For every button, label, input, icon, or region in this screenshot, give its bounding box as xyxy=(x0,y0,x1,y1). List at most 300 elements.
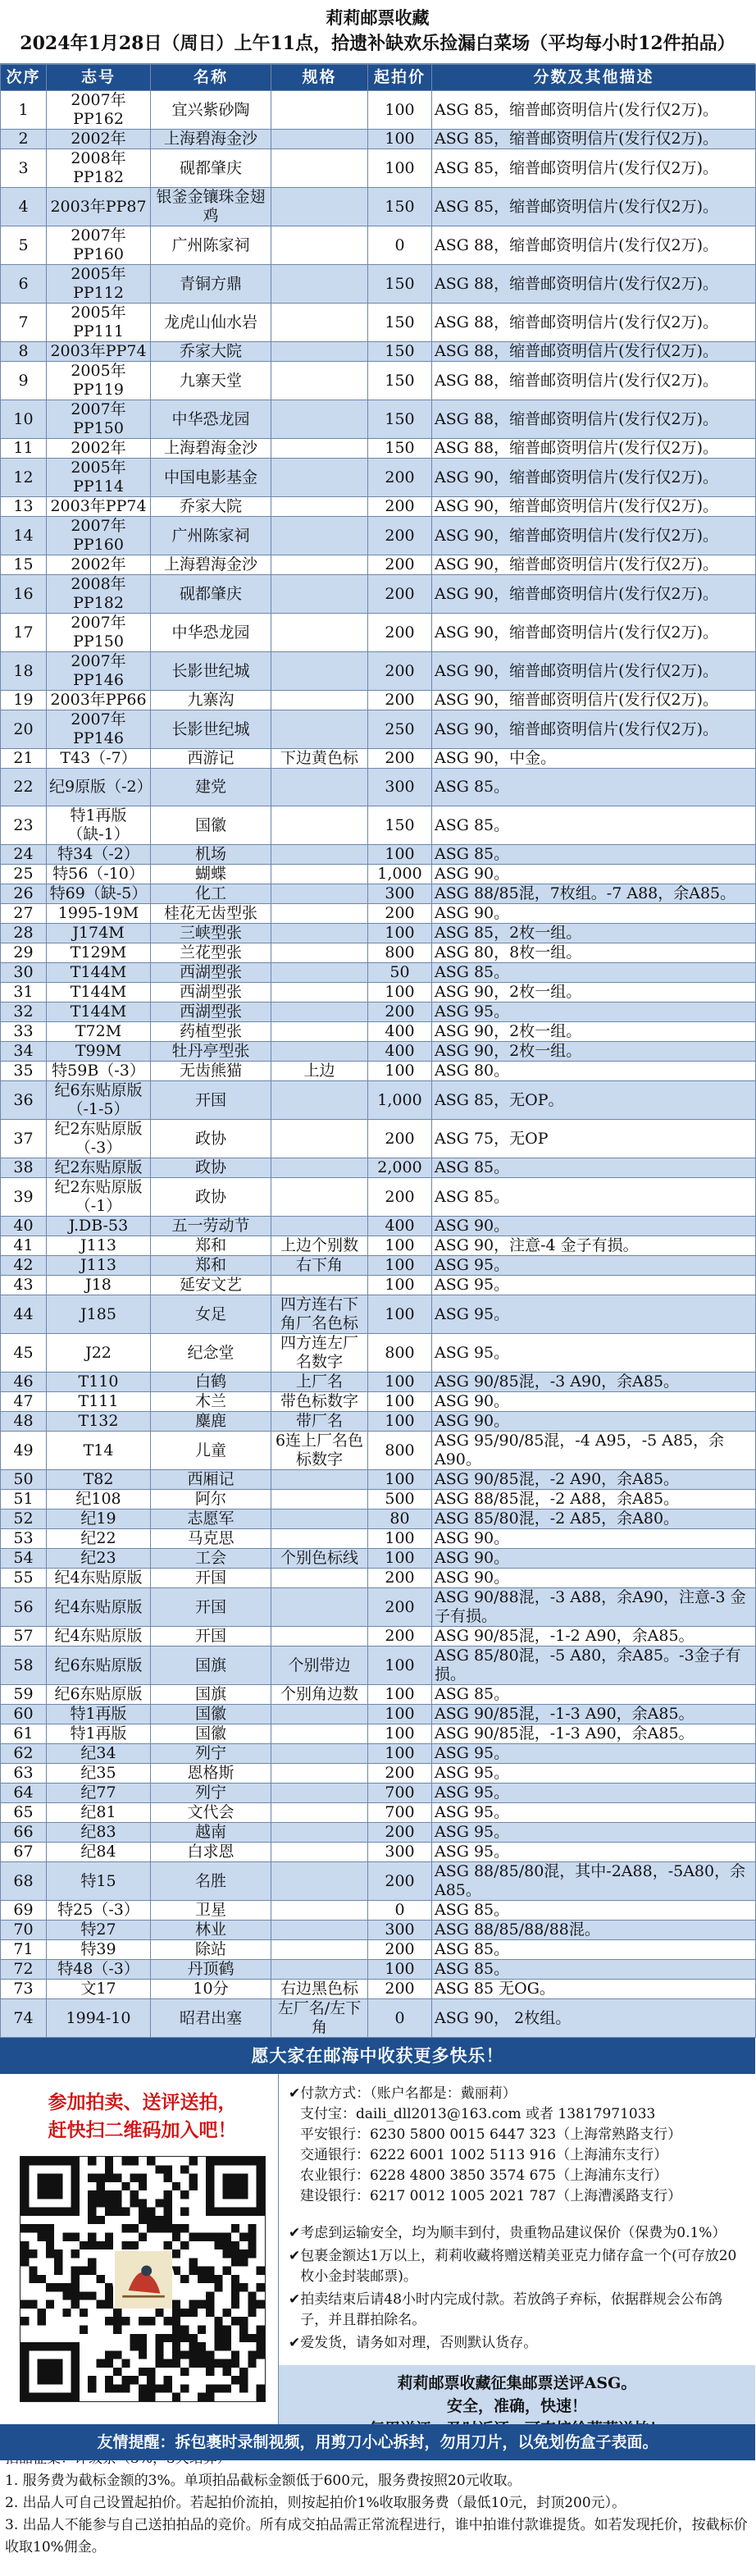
starting-price: 200 xyxy=(368,517,432,555)
table-row xyxy=(1,1744,756,1764)
stamp-name: 砚都肇庆 xyxy=(151,575,271,614)
lot-number: 54 xyxy=(1,1549,47,1569)
starting-price: 100 xyxy=(368,1724,432,1744)
stamp-spec: 四方连左厂名数字 xyxy=(271,1334,368,1372)
lot-number: 44 xyxy=(1,1295,47,1334)
stamp-code: 特15 xyxy=(47,1862,151,1901)
stamp-name: 政协 xyxy=(151,1120,271,1158)
grade-description: ASG 85，无OP。 xyxy=(432,1081,756,1120)
stamp-spec xyxy=(271,1862,368,1901)
stamp-name: 中国电影基金 xyxy=(151,459,271,497)
column-header: 志号 xyxy=(47,65,151,91)
stamp-name: 九寨天堂 xyxy=(151,362,271,400)
note-item xyxy=(289,2333,745,2354)
terms-line: 3. 出品人不能参与自己送拍拍品的竞价。所有成交拍品需正常流程进行，谁中拍谁付款谁提货。如若发现托价，按截标价收取10%佣金。 xyxy=(5,2517,748,2555)
stamp-code: 2002年 xyxy=(47,439,151,459)
starting-price: 700 xyxy=(368,1803,432,1823)
lot-number: 33 xyxy=(1,1022,47,1042)
lots-table xyxy=(0,64,756,2038)
lot-number: 12 xyxy=(1,459,47,497)
stamp-name: 纪念堂 xyxy=(151,1334,271,1372)
group-logo-icon xyxy=(112,2249,175,2311)
stamp-name: 西湖型张 xyxy=(151,983,271,1003)
stamp-code: 纪2东贴原版 xyxy=(47,1158,151,1178)
stamp-code: 特27 xyxy=(47,1921,151,1940)
stamp-spec: 个别色标线 xyxy=(271,1549,368,1569)
table-row xyxy=(1,555,756,575)
page-title: 莉莉邮票收藏 xyxy=(326,7,430,28)
grade-description: ASG 85。 xyxy=(432,1960,756,1980)
grade-description: ASG 88，缩普邮资明信片(发行仅2万)。 xyxy=(432,342,756,362)
stamp-name: 国旗 xyxy=(151,1647,271,1685)
stamp-code: 纪108 xyxy=(47,1490,151,1510)
table-row xyxy=(1,1158,756,1178)
stamp-spec: 四方连右下角厂名色标 xyxy=(271,1295,368,1334)
grade-description: ASG 90，注意-4 金子有损。 xyxy=(432,1236,756,1256)
stamp-spec xyxy=(271,1470,368,1490)
starting-price: 200 xyxy=(368,497,432,517)
stamp-spec xyxy=(271,1217,368,1236)
lot-number: 11 xyxy=(1,439,47,459)
grade-description: ASG 90，缩普邮资明信片(发行仅2万)。 xyxy=(432,614,756,652)
stamp-code: 纪83 xyxy=(47,1823,151,1843)
lot-number: 61 xyxy=(1,1724,47,1744)
starting-price: 300 xyxy=(368,769,432,806)
table-row xyxy=(1,691,756,710)
table-row xyxy=(1,1510,756,1529)
bank-account: 平安银行：6230 5800 0015 6447 323（上海常熟路支行） xyxy=(300,2126,682,2143)
starting-price: 250 xyxy=(368,710,432,749)
stamp-code: T144M xyxy=(47,963,151,983)
table-row xyxy=(1,1236,756,1256)
stamp-name: 林业 xyxy=(151,1921,271,1940)
stamp-spec xyxy=(271,806,368,845)
stamp-spec xyxy=(271,517,368,555)
grade-description: ASG 85。 xyxy=(432,1940,756,1960)
qr-code[interactable] xyxy=(20,2156,266,2402)
lot-number: 52 xyxy=(1,1510,47,1529)
table-row xyxy=(1,769,756,806)
stamp-spec xyxy=(271,1510,368,1529)
stamp-spec xyxy=(271,362,368,400)
table-row xyxy=(1,1529,756,1549)
grade-description: ASG 85。 xyxy=(432,769,756,806)
table-row xyxy=(1,1256,756,1276)
table-row xyxy=(1,91,756,130)
starting-price: 100 xyxy=(368,149,432,188)
table-row xyxy=(1,614,756,652)
stamp-name: 机场 xyxy=(151,845,271,865)
stamp-spec xyxy=(271,1178,368,1217)
lots-table-body xyxy=(1,91,756,2038)
stamp-name: 长影世纪城 xyxy=(151,710,271,749)
stamp-name: 国旗 xyxy=(151,1685,271,1705)
check-icon: ✔ xyxy=(289,2248,301,2264)
starting-price: 150 xyxy=(368,439,432,459)
stamp-name: 三峡型张 xyxy=(151,924,271,943)
stamp-code: J22 xyxy=(47,1334,151,1372)
grade-description: ASG 88，缩普邮资明信片(发行仅2万)。 xyxy=(432,226,756,265)
stamp-code: 2003年PP66 xyxy=(47,691,151,710)
stamp-spec: 上边个别数 xyxy=(271,1236,368,1256)
stamp-code: 2007年PP150 xyxy=(47,614,151,652)
stamp-name: 延安文艺 xyxy=(151,1276,271,1295)
stamp-name: 儿童 xyxy=(151,1432,271,1470)
lot-number: 43 xyxy=(1,1276,47,1295)
stamp-spec xyxy=(271,1764,368,1784)
grade-description: ASG 90，缩普邮资明信片(发行仅2万)。 xyxy=(432,575,756,614)
starting-price: 100 xyxy=(368,1372,432,1392)
table-row xyxy=(1,1432,756,1470)
stamp-name: 列宁 xyxy=(151,1744,271,1764)
note-text: 考虑到运输安全，均为顺丰到付，贵重物品建议保价（保费为0.1%） xyxy=(300,2225,726,2241)
lot-number: 48 xyxy=(1,1412,47,1432)
starting-price: 100 xyxy=(368,1549,432,1569)
stamp-name: 文代会 xyxy=(151,1803,271,1823)
grade-description: ASG 90。 xyxy=(432,1569,756,1588)
grade-description: ASG 95。 xyxy=(432,1744,756,1764)
table-row xyxy=(1,1178,756,1217)
stamp-name: 上海碧海金沙 xyxy=(151,555,271,575)
stamp-name: 乔家大院 xyxy=(151,342,271,362)
stamp-code: 特34（-2） xyxy=(47,845,151,865)
starting-price: 100 xyxy=(368,1062,432,1081)
stamp-name: 西湖型张 xyxy=(151,963,271,983)
stamp-name: 昭君出塞 xyxy=(151,1999,271,2038)
stamp-name: 九寨沟 xyxy=(151,691,271,710)
lot-number: 5 xyxy=(1,226,47,265)
table-row xyxy=(1,1921,756,1940)
table-header-row xyxy=(1,65,756,91)
stamp-code: 特1再版 xyxy=(47,1705,151,1724)
header xyxy=(0,0,755,64)
stamp-name: 木兰 xyxy=(151,1392,271,1412)
starting-price: 800 xyxy=(368,1432,432,1470)
starting-price: 300 xyxy=(368,1921,432,1940)
lot-number: 69 xyxy=(1,1901,47,1921)
starting-price: 200 xyxy=(368,1588,432,1627)
grade-description: ASG 95。 xyxy=(432,1295,756,1334)
stamp-code: 2005年PP111 xyxy=(47,304,151,342)
stamp-spec: 下边黄色标 xyxy=(271,749,368,769)
lot-number: 27 xyxy=(1,904,47,924)
grade-description: ASG 85。 xyxy=(432,1158,756,1178)
stamp-code: 纪81 xyxy=(47,1803,151,1823)
starting-price: 200 xyxy=(368,1627,432,1647)
lot-number: 73 xyxy=(1,1980,47,1999)
lot-number: 34 xyxy=(1,1042,47,1062)
grade-description: ASG 95。 xyxy=(432,1334,756,1372)
stamp-code: 2007年PP160 xyxy=(47,517,151,555)
table-row xyxy=(1,1764,756,1784)
stamp-spec: 上厂名 xyxy=(271,1372,368,1392)
stamp-code: 纪35 xyxy=(47,1764,151,1784)
stamp-code: 特1再版 xyxy=(47,1724,151,1744)
note-text: 爱发货，请务如对理，否则默认货存。 xyxy=(300,2335,538,2351)
grade-description: ASG 85，缩普邮资明信片(发行仅2万)。 xyxy=(432,188,756,226)
stamp-spec xyxy=(271,1276,368,1295)
stamp-code: 纪19 xyxy=(47,1510,151,1529)
starting-price: 0 xyxy=(368,1999,432,2038)
stamp-code: 2003年PP74 xyxy=(47,497,151,517)
table-row xyxy=(1,1372,756,1392)
service-line: 安全，准确，快速！ xyxy=(446,2397,587,2415)
table-row xyxy=(1,1705,756,1724)
lot-number: 9 xyxy=(1,362,47,400)
check-icon: ✔ xyxy=(289,2335,301,2351)
stamp-spec xyxy=(271,1960,368,1980)
starting-price: 800 xyxy=(368,1334,432,1372)
stamp-spec xyxy=(271,1803,368,1823)
stamp-name: 牡丹亭型张 xyxy=(151,1042,271,1062)
stamp-spec: 带厂名 xyxy=(271,1412,368,1432)
table-row xyxy=(1,1627,756,1647)
stamp-code: T144M xyxy=(47,1003,151,1022)
stamp-name: 中华恐龙园 xyxy=(151,614,271,652)
grade-description: ASG 90/88混，-3 A88，余A90，注意-3 金子有损。 xyxy=(432,1588,756,1627)
grade-description: ASG 85。 xyxy=(432,845,756,865)
starting-price: 200 xyxy=(368,1178,432,1217)
grade-description: ASG 90，中金。 xyxy=(432,749,756,769)
table-row xyxy=(1,983,756,1003)
stamp-name: 女足 xyxy=(151,1295,271,1334)
stamp-spec xyxy=(271,575,368,614)
starting-price: 100 xyxy=(368,1647,432,1685)
grade-description: ASG 88/85混，7枚组。-7 A88，余A85。 xyxy=(432,884,756,904)
footer-reminder: 友情提醒：拆包裹时录制视频，用剪刀小心拆封，勿用刀片，以免划伤盒子表面。 xyxy=(0,2424,755,2460)
lot-number: 19 xyxy=(1,691,47,710)
stamp-name: 10分 xyxy=(151,1980,271,1999)
stamp-spec xyxy=(271,652,368,691)
stamp-code: J113 xyxy=(47,1256,151,1276)
stamp-code: 2005年PP114 xyxy=(47,459,151,497)
lot-number: 32 xyxy=(1,1003,47,1022)
lot-number: 70 xyxy=(1,1921,47,1940)
stamp-name: 郑和 xyxy=(151,1256,271,1276)
stamp-code: 纪4东贴原版 xyxy=(47,1588,151,1627)
stamp-spec: 右边黑色标 xyxy=(271,1980,368,1999)
table-row xyxy=(1,845,756,865)
stamp-code: 1995-19M xyxy=(47,904,151,924)
starting-price: 80 xyxy=(368,1510,432,1529)
table-row xyxy=(1,342,756,362)
table-row xyxy=(1,1549,756,1569)
stamp-name: 青铜方鼎 xyxy=(151,265,271,304)
table-row xyxy=(1,304,756,342)
grade-description: ASG 90，缩普邮资明信片(发行仅2万)。 xyxy=(432,517,756,555)
grade-description: ASG 85，缩普邮资明信片(发行仅2万)。 xyxy=(432,149,756,188)
stamp-spec xyxy=(271,1022,368,1042)
table-row xyxy=(1,1217,756,1236)
stamp-spec: 上边 xyxy=(271,1062,368,1081)
starting-price: 150 xyxy=(368,304,432,342)
lot-number: 55 xyxy=(1,1569,47,1588)
stamp-code: 纪2东贴原版（-3） xyxy=(47,1120,151,1158)
stamp-code: 纪22 xyxy=(47,1529,151,1549)
lot-number: 57 xyxy=(1,1627,47,1647)
stamp-spec xyxy=(271,459,368,497)
starting-price: 150 xyxy=(368,342,432,362)
starting-price: 200 xyxy=(368,459,432,497)
starting-price: 200 xyxy=(368,1120,432,1158)
table-row xyxy=(1,459,756,497)
starting-price: 100 xyxy=(368,1470,432,1490)
stamp-spec xyxy=(271,1843,368,1862)
stamp-code: 2007年PP150 xyxy=(47,400,151,439)
lot-number: 3 xyxy=(1,149,47,188)
starting-price: 2,000 xyxy=(368,1158,432,1178)
starting-price: 400 xyxy=(368,1042,432,1062)
stamp-spec xyxy=(271,1081,368,1120)
stamp-spec xyxy=(271,130,368,149)
stamp-spec xyxy=(271,400,368,439)
stamp-spec xyxy=(271,555,368,575)
bank-account: 建设银行：6217 0012 1005 2021 787（上海漕溪路支行） xyxy=(300,2188,682,2204)
stamp-name: 银釜金镶珠金翅鸡 xyxy=(151,188,271,226)
stamp-code: T72M xyxy=(47,1022,151,1042)
table-row xyxy=(1,265,756,304)
stamp-name: 马克思 xyxy=(151,1529,271,1549)
stamp-code: 2002年 xyxy=(47,555,151,575)
stamp-name: 除站 xyxy=(151,1940,271,1960)
starting-price: 1,000 xyxy=(368,865,432,884)
stamp-name: 广州陈家祠 xyxy=(151,517,271,555)
lot-number: 58 xyxy=(1,1647,47,1685)
starting-price: 200 xyxy=(368,904,432,924)
stamp-name: 政协 xyxy=(151,1178,271,1217)
info-section xyxy=(0,2074,755,2443)
stamp-name: 药植型张 xyxy=(151,1022,271,1042)
table-row xyxy=(1,963,756,983)
lot-number: 23 xyxy=(1,806,47,845)
column-header: 分数及其他描述 xyxy=(432,65,756,91)
starting-price: 200 xyxy=(368,614,432,652)
lot-number: 59 xyxy=(1,1685,47,1705)
grade-description: ASG 90/85混，-2 A90，余A85。 xyxy=(432,1470,756,1490)
stamp-name: 建党 xyxy=(151,769,271,806)
stamp-spec xyxy=(271,924,368,943)
lot-number: 28 xyxy=(1,924,47,943)
table-row xyxy=(1,904,756,924)
lot-number: 8 xyxy=(1,342,47,362)
lot-number: 38 xyxy=(1,1158,47,1178)
stamp-code: 特1再版（缺-1） xyxy=(47,806,151,845)
table-row xyxy=(1,497,756,517)
stamp-name: 卫星 xyxy=(151,1901,271,1921)
stamp-name: 西游记 xyxy=(151,749,271,769)
grade-description: ASG 95。 xyxy=(432,1823,756,1843)
lot-number: 17 xyxy=(1,614,47,652)
stamp-spec xyxy=(271,1921,368,1940)
stamp-code: 2003年PP87 xyxy=(47,188,151,226)
note-item xyxy=(289,2246,745,2287)
stamp-spec xyxy=(271,91,368,130)
stamp-name: 越南 xyxy=(151,1823,271,1843)
lot-number: 10 xyxy=(1,400,47,439)
stamp-code: 特48（-3） xyxy=(47,1960,151,1980)
grade-description: ASG 90。 xyxy=(432,1217,756,1236)
stamp-name: 阿尔 xyxy=(151,1490,271,1510)
table-row xyxy=(1,517,756,555)
grade-description: ASG 95。 xyxy=(432,1764,756,1784)
lot-number: 35 xyxy=(1,1062,47,1081)
column-header: 规格 xyxy=(271,65,368,91)
stamp-code: J113 xyxy=(47,1236,151,1256)
starting-price: 100 xyxy=(368,924,432,943)
starting-price: 400 xyxy=(368,1217,432,1236)
lot-number: 18 xyxy=(1,652,47,691)
table-row xyxy=(1,865,756,884)
stamp-spec: 个别带边 xyxy=(271,1647,368,1685)
stamp-name: 龙虎山仙水岩 xyxy=(151,304,271,342)
starting-price: 150 xyxy=(368,362,432,400)
stamp-name: 国徽 xyxy=(151,1705,271,1724)
lot-number: 21 xyxy=(1,749,47,769)
grade-description: ASG 90/85混，-1-3 A90，余A85。 xyxy=(432,1724,756,1744)
lot-number: 72 xyxy=(1,1960,47,1980)
starting-price: 1,000 xyxy=(368,1081,432,1120)
grade-description: ASG 95。 xyxy=(432,1803,756,1823)
lot-number: 4 xyxy=(1,188,47,226)
stamp-name: 白鹤 xyxy=(151,1372,271,1392)
table-row xyxy=(1,400,756,439)
note-item xyxy=(289,2290,745,2331)
stamp-name: 开国 xyxy=(151,1627,271,1647)
table-row xyxy=(1,652,756,691)
grade-description: ASG 88/85/80混，其中-2A88，-5A80，余A85。 xyxy=(432,1862,756,1901)
grade-description: ASG 90，缩普邮资明信片(发行仅2万)。 xyxy=(432,555,756,575)
table-row xyxy=(1,884,756,904)
lot-number: 20 xyxy=(1,710,47,749)
lot-number: 29 xyxy=(1,943,47,963)
stamp-spec xyxy=(271,1529,368,1549)
grade-description: ASG 90。 xyxy=(432,1549,756,1569)
grade-description: ASG 90，2枚一组。 xyxy=(432,1022,756,1042)
stamp-name: 志愿军 xyxy=(151,1510,271,1529)
lot-number: 68 xyxy=(1,1862,47,1901)
stamp-spec xyxy=(271,691,368,710)
stamp-spec: 带色标数字 xyxy=(271,1392,368,1412)
grade-description: ASG 90。 xyxy=(432,1529,756,1549)
grade-description: ASG 88/85混，-2 A88，余A85。 xyxy=(432,1490,756,1510)
starting-price: 100 xyxy=(368,91,432,130)
stamp-code: 特56（-10） xyxy=(47,865,151,884)
starting-price: 200 xyxy=(368,1003,432,1022)
starting-price: 100 xyxy=(368,1412,432,1432)
stamp-code: 特25（-3） xyxy=(47,1901,151,1921)
starting-price: 50 xyxy=(368,963,432,983)
stamp-spec xyxy=(271,884,368,904)
lot-number: 41 xyxy=(1,1236,47,1256)
stamp-name: 麋鹿 xyxy=(151,1412,271,1432)
lot-number: 63 xyxy=(1,1764,47,1784)
starting-price: 0 xyxy=(368,226,432,265)
starting-price: 100 xyxy=(368,1276,432,1295)
grade-description: ASG 80。 xyxy=(432,1062,756,1081)
stamp-code: 文17 xyxy=(47,1980,151,1999)
lot-number: 51 xyxy=(1,1490,47,1510)
lot-number: 13 xyxy=(1,497,47,517)
lot-number: 40 xyxy=(1,1217,47,1236)
starting-price: 200 xyxy=(368,749,432,769)
check-icon: ✔ xyxy=(289,2225,301,2241)
table-row xyxy=(1,749,756,769)
table-row xyxy=(1,1042,756,1062)
stamp-name: 政协 xyxy=(151,1158,271,1178)
grade-description: ASG 90，缩普邮资明信片(发行仅2万)。 xyxy=(432,710,756,749)
stamp-code: 纪9原版（-2） xyxy=(47,769,151,806)
stamp-name: 恩格斯 xyxy=(151,1764,271,1784)
